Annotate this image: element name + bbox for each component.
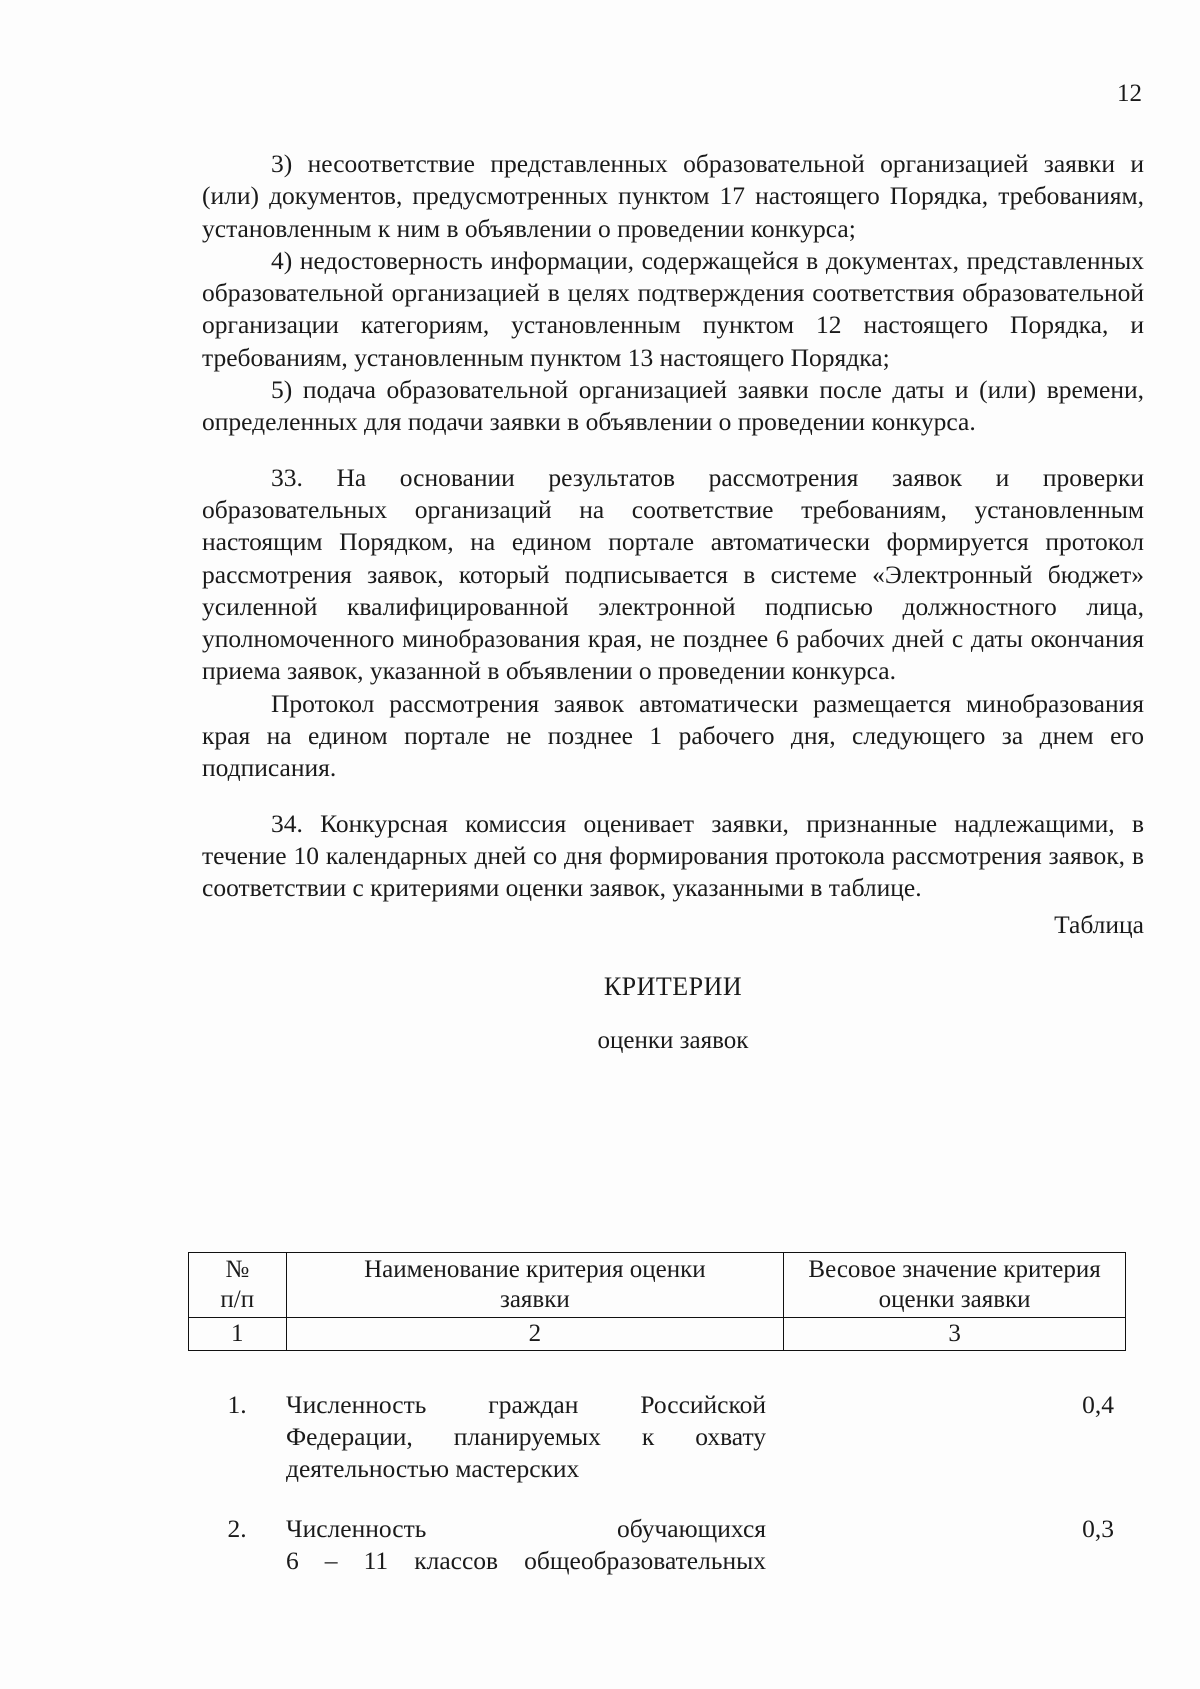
column-number-3: 3 (784, 1318, 1126, 1351)
paragraph-item-4: 4) недостоверность информации, содержащейся в документах, представленных образовательной организацией в целях подтверждения соответствия образовательной организации категориям, установленным пунктом 12 настоящего Порядка, и требованиям, установленным пунктом 13 настоящего Порядка; (202, 245, 1144, 372)
criteria-rows (188, 1389, 1126, 1605)
table-row (188, 1513, 1126, 1577)
paragraph-33-protocol: Протокол рассмотрения заявок автоматически размещается минобразования края на едином портале не позднее 1 рабочего дня, следующего за днем его подписания. (202, 688, 1144, 783)
header-row (189, 1253, 1126, 1318)
header-cell-weight (784, 1253, 1126, 1318)
row-criterion-name (286, 1389, 766, 1485)
criteria-table-header (188, 1252, 1126, 1351)
criterion-line: 6 – 11 классов общеобразовательных (286, 1546, 766, 1575)
header-cell-name (286, 1253, 784, 1318)
criterion-line: Численность граждан Российской (286, 1390, 766, 1419)
document-body (202, 148, 1144, 1057)
header-cell-number (189, 1253, 287, 1318)
page-number: 12 (1117, 80, 1142, 107)
table-subtitle: оценки заявок (597, 1027, 749, 1055)
table-label: Таблица (1054, 909, 1144, 939)
column-number-2: 2 (286, 1318, 784, 1351)
header-number-label: № п/п (220, 1256, 255, 1313)
row-criterion-name (286, 1513, 766, 1577)
row-weight: 0,3 (1082, 1514, 1114, 1543)
paragraph-34: 34. Конкурсная комиссия оценивает заявки, признанные надлежащими, в течение 10 календарных дней со дня формирования протокола рассмотрения заявок, в соответствии с критериями оценки заявок, указанными в таблице. (202, 808, 1144, 903)
column-number-row (189, 1318, 1126, 1351)
criterion-line: Федерации, планируемых к охвату (286, 1422, 766, 1451)
header-name-label: Наименование критерия оценки заявки (364, 1256, 706, 1313)
paragraph-item-5: 5) подача образовательной организацией заявки после даты и (или) времени, определенных для подачи заявки в объявлении о проведении конкурса. (202, 375, 1144, 437)
row-weight: 0,4 (1082, 1390, 1114, 1419)
row-number: 2. (227, 1514, 247, 1543)
criterion-line: Численность обучающихся (286, 1514, 766, 1543)
paragraph-33: 33. На основании результатов рассмотрения заявок и проверки образовательных организаций на соответствие требованиям, установленным настоящим Порядком, на едином портале автоматически формируется протокол рассмотрения заявок, который подписывается в системе «Электронный бюджет» усиленной квалифицированной электронной подписью должностного лица, уполномоченного минобразования края, не позднее 6 рабочих дней с даты окончания приема заявок, указанной в объявлении о проведении конкурса. (202, 462, 1144, 686)
table-title: КРИТЕРИИ (603, 971, 743, 1001)
row-number: 1. (227, 1390, 247, 1419)
criterion-line: деятельностью мастерских (286, 1454, 580, 1483)
column-number-1: 1 (189, 1318, 287, 1351)
table-row (188, 1389, 1126, 1485)
header-weight-label: Весовое значение критерия оценки заявки (808, 1256, 1101, 1313)
paragraph-item-3: 3) несоответствие представленных образовательной организацией заявки и (или) документов, предусмотренных пунктом 17 настоящего Порядка, требованиям, установленным к ним в объявлении о проведении конкурса; (202, 149, 1144, 243)
